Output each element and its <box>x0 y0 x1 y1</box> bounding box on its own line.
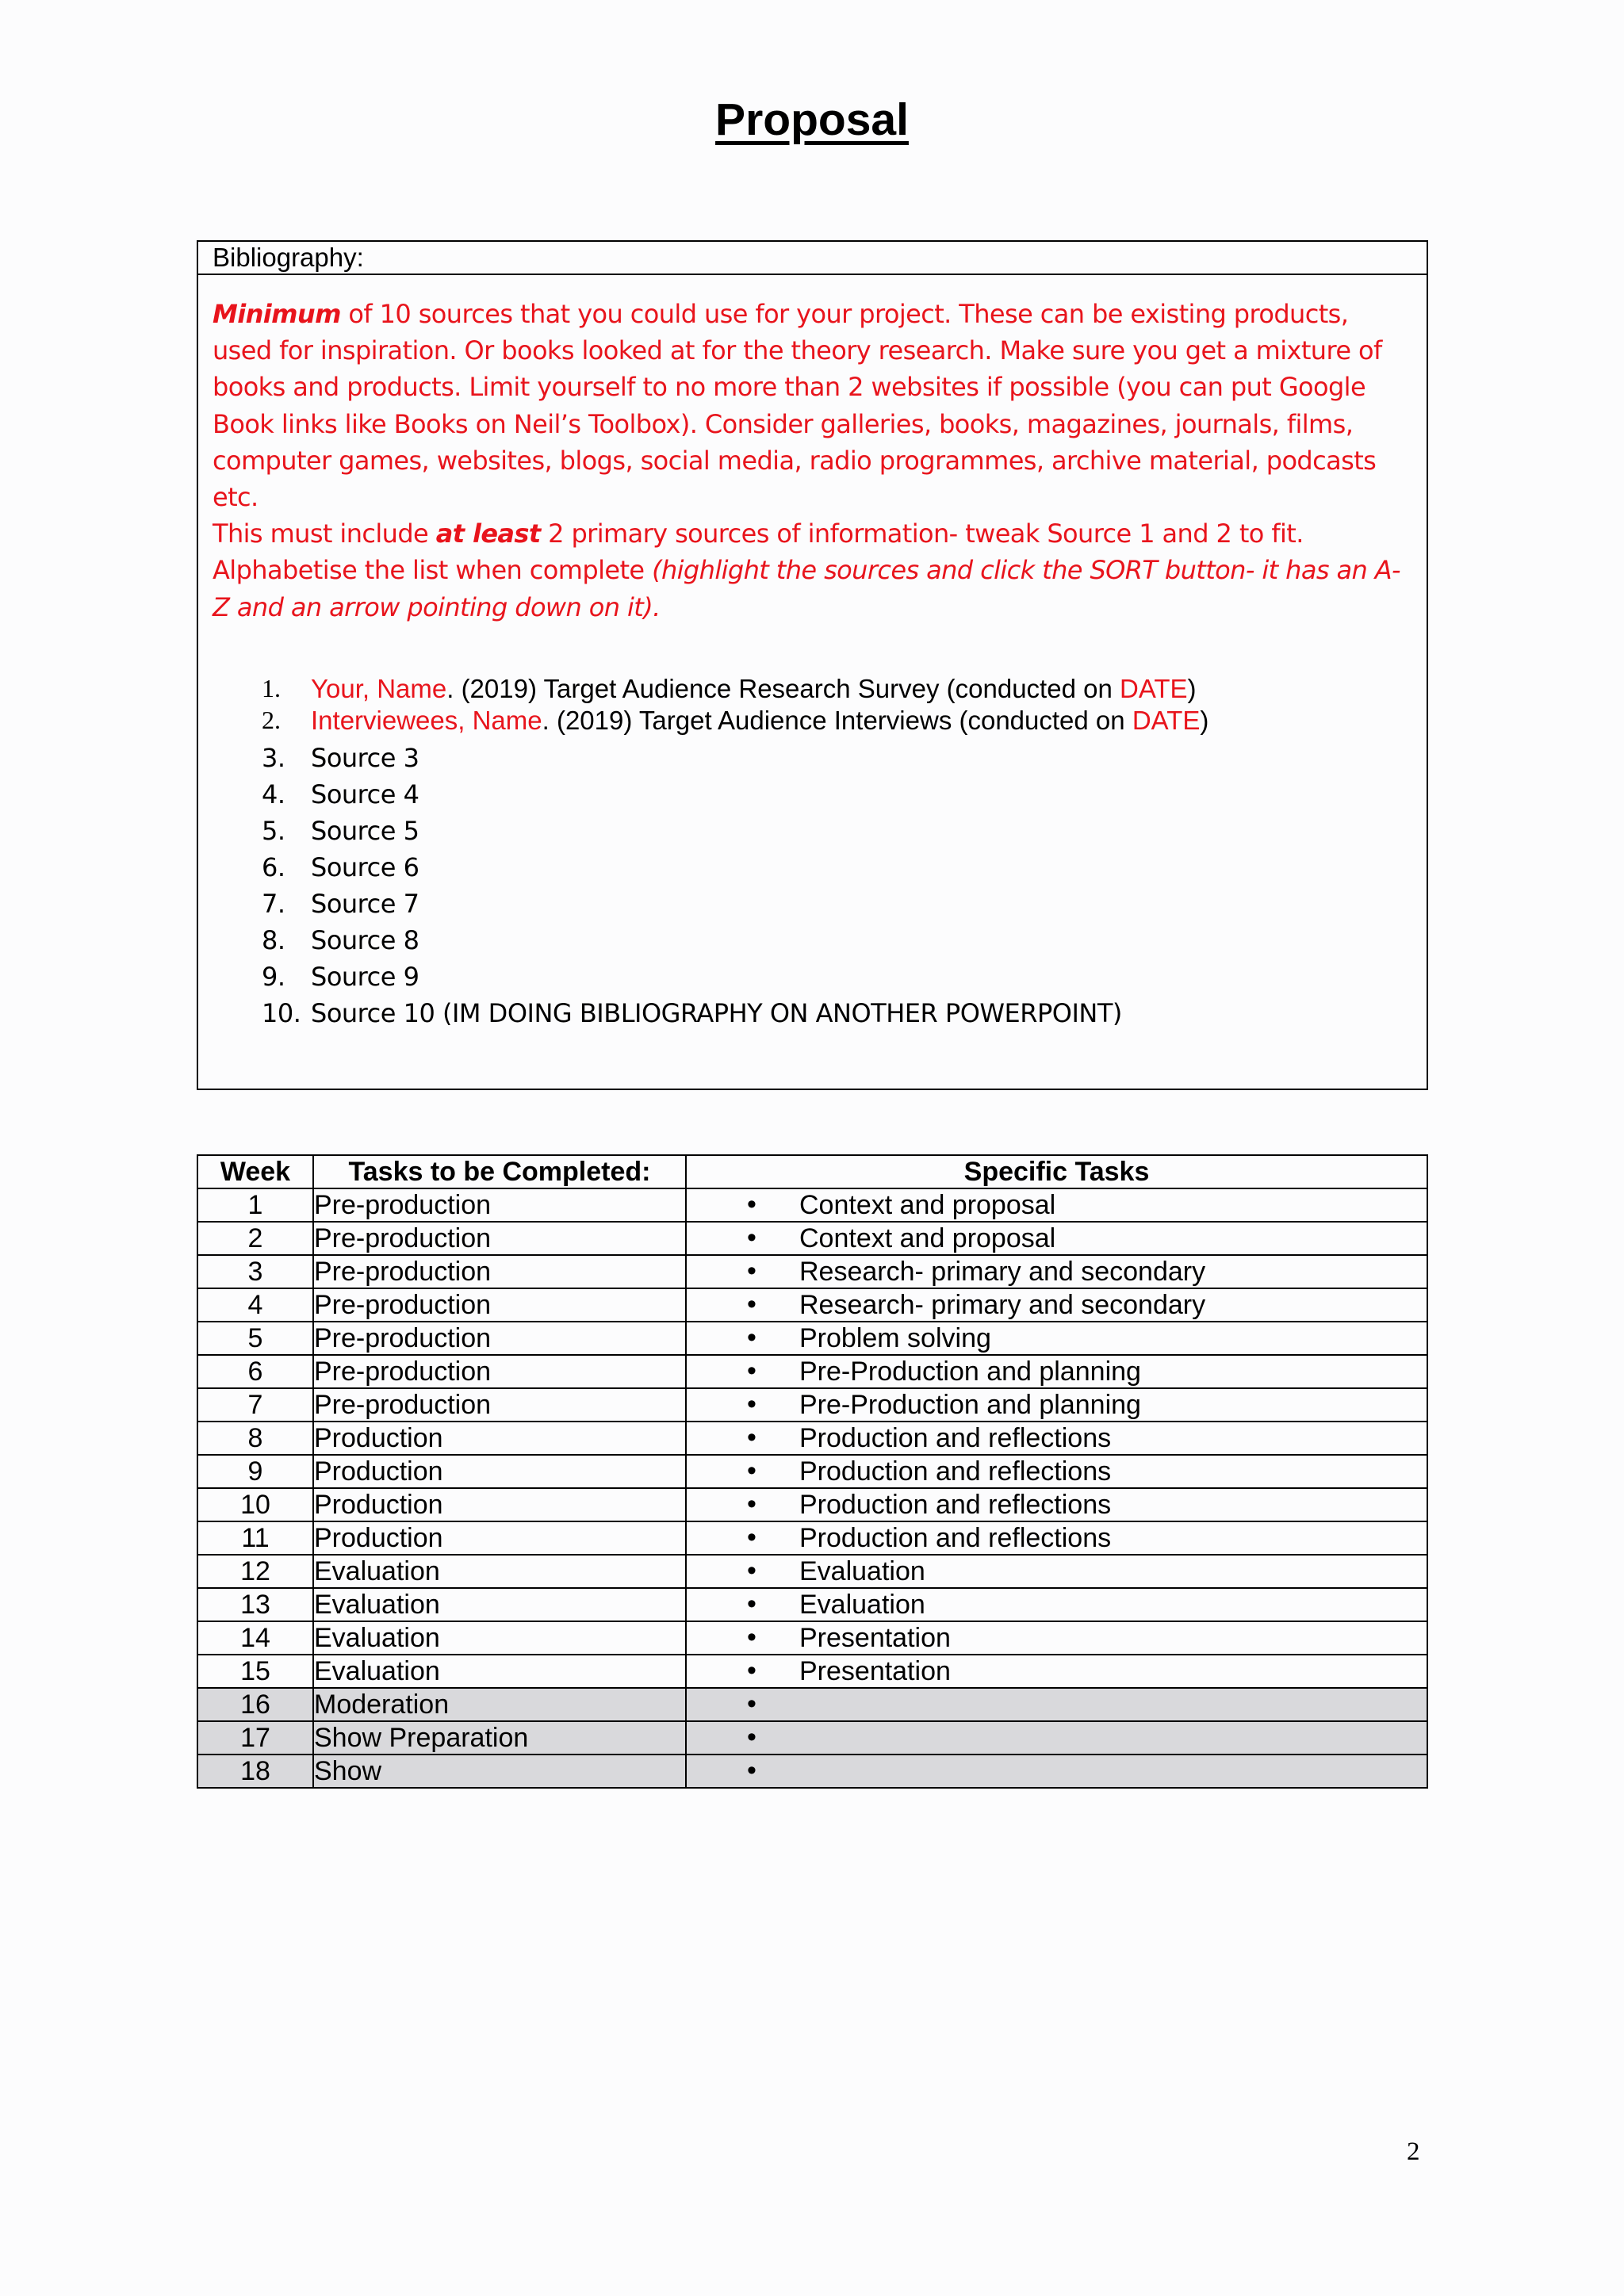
task-cell: Production <box>313 1521 686 1555</box>
table-row <box>197 1655 1427 1688</box>
source-text: Source 7 <box>311 889 419 919</box>
task-cell: Evaluation <box>313 1621 686 1655</box>
source-number: 10. <box>262 998 301 1028</box>
task-cell: Pre-production <box>313 1222 686 1255</box>
instructions-p2-text-a: This must include <box>213 519 436 549</box>
source-end: ) <box>1187 674 1197 703</box>
table-row <box>197 1488 1427 1521</box>
specific-task-cell <box>686 1455 1427 1488</box>
week-cell: 9 <box>197 1455 313 1488</box>
week-cell: 14 <box>197 1621 313 1655</box>
specific-task-text: Context and proposal <box>799 1223 1056 1253</box>
task-cell: Pre-production <box>313 1388 686 1422</box>
table-row <box>197 1355 1427 1388</box>
table-row <box>197 1621 1427 1655</box>
source-number: 1. <box>262 674 281 702</box>
source-date: DATE <box>1132 706 1201 735</box>
specific-task-cell <box>686 1388 1427 1422</box>
table-row <box>197 1422 1427 1455</box>
specific-task-text: Presentation <box>799 1623 951 1653</box>
source-text <box>311 706 1208 736</box>
specific-task-cell <box>686 1222 1427 1255</box>
source-number: 8. <box>262 925 285 955</box>
specific-task-cell <box>686 1721 1427 1755</box>
schedule-table <box>197 1154 1428 1789</box>
specific-task-cell <box>686 1655 1427 1688</box>
bullet-icon: • <box>747 1489 756 1519</box>
week-cell: 5 <box>197 1322 313 1355</box>
specific-task-text: Production and reflections <box>799 1423 1112 1453</box>
task-cell: Production <box>313 1422 686 1455</box>
source-number: 9. <box>262 962 285 992</box>
table-row <box>197 1222 1427 1255</box>
bullet-icon: • <box>747 1722 756 1752</box>
source-number: 6. <box>262 852 285 882</box>
source-number: 3. <box>262 743 285 773</box>
specific-task-text: Evaluation <box>799 1590 925 1620</box>
specific-task-text: Pre-Production and planning <box>799 1357 1141 1387</box>
week-cell: 13 <box>197 1588 313 1621</box>
week-cell: 8 <box>197 1422 313 1455</box>
source-author: Your, Name <box>311 674 447 703</box>
bullet-icon: • <box>747 1256 756 1286</box>
table-row <box>197 1388 1427 1422</box>
task-cell: Production <box>313 1488 686 1521</box>
specific-task-text: Production and reflections <box>799 1490 1112 1520</box>
bullet-icon: • <box>747 1622 756 1652</box>
task-cell: Pre-production <box>313 1355 686 1388</box>
instructions-p3-italic: (highlight the sources and click the SORT button- it has an A-Z and an arrow pointing down on it). <box>213 555 1401 622</box>
source-number: 4. <box>262 779 285 809</box>
week-cell: 18 <box>197 1755 313 1788</box>
specific-task-text: Context and proposal <box>799 1190 1056 1220</box>
bullet-icon: • <box>747 1522 756 1552</box>
bibliography-instructions <box>198 275 1427 626</box>
week-cell: 11 <box>197 1521 313 1555</box>
specific-task-text: Problem solving <box>799 1323 991 1353</box>
page-number: 2 <box>1407 2137 1420 2166</box>
bullet-icon: • <box>747 1289 756 1319</box>
source-author: Interviewees, Name <box>311 706 542 735</box>
specific-task-cell <box>686 1422 1427 1455</box>
bullet-icon: • <box>747 1389 756 1419</box>
specific-task-text: Production and reflections <box>799 1523 1112 1553</box>
source-title: . (2019) Target Audience Interviews (conducted on <box>542 706 1132 735</box>
header-tasks: Tasks to be Completed: <box>313 1155 686 1188</box>
bullet-icon: • <box>747 1189 756 1219</box>
bullet-icon: • <box>747 1589 756 1619</box>
source-text: Source 10 (IM DOING BIBLIOGRAPHY ON ANOTHER POWERPOINT) <box>311 998 1122 1028</box>
instructions-p2-text-b: 2 primary sources of information- tweak Source 1 and 2 to fit. <box>540 519 1304 549</box>
specific-task-cell <box>686 1322 1427 1355</box>
source-title: . (2019) Target Audience Research Survey (conducted on <box>446 674 1120 703</box>
week-cell: 15 <box>197 1655 313 1688</box>
instructions-at-least: at least <box>435 519 541 549</box>
table-row <box>197 1288 1427 1322</box>
task-cell: Evaluation <box>313 1655 686 1688</box>
week-cell: 1 <box>197 1188 313 1222</box>
instructions-paragraph-1 <box>213 296 1412 515</box>
table-row <box>197 1721 1427 1755</box>
week-cell: 16 <box>197 1688 313 1721</box>
week-cell: 4 <box>197 1288 313 1322</box>
specific-task-text: Production and reflections <box>799 1456 1112 1487</box>
week-cell: 12 <box>197 1555 313 1588</box>
specific-task-cell <box>686 1521 1427 1555</box>
specific-task-cell <box>686 1188 1427 1222</box>
bibliography-box <box>197 240 1428 1090</box>
task-cell: Evaluation <box>313 1588 686 1621</box>
source-end: ) <box>1200 706 1209 735</box>
specific-task-text: Research- primary and secondary <box>799 1290 1206 1320</box>
source-number: 7. <box>262 889 285 919</box>
source-text: Source 8 <box>311 925 419 955</box>
task-cell: Show Preparation <box>313 1721 686 1755</box>
week-cell: 10 <box>197 1488 313 1521</box>
specific-task-cell <box>686 1488 1427 1521</box>
bullet-icon: • <box>747 1223 756 1253</box>
table-row <box>197 1588 1427 1621</box>
specific-task-cell <box>686 1555 1427 1588</box>
source-text <box>311 674 1197 704</box>
specific-task-cell <box>686 1588 1427 1621</box>
specific-task-text: Pre-Production and planning <box>799 1390 1141 1420</box>
bullet-icon: • <box>747 1556 756 1586</box>
table-row <box>197 1555 1427 1588</box>
task-cell: Evaluation <box>313 1555 686 1588</box>
task-cell: Show <box>313 1755 686 1788</box>
week-cell: 17 <box>197 1721 313 1755</box>
bullet-icon: • <box>747 1356 756 1386</box>
specific-task-cell <box>686 1688 1427 1721</box>
table-row <box>197 1755 1427 1788</box>
specific-task-cell <box>686 1621 1427 1655</box>
specific-task-cell <box>686 1255 1427 1288</box>
schedule-header-row <box>197 1155 1427 1188</box>
table-row <box>197 1455 1427 1488</box>
table-row <box>197 1255 1427 1288</box>
header-specific: Specific Tasks <box>686 1155 1427 1188</box>
bibliography-header: Bibliography: <box>198 242 1427 275</box>
task-cell: Pre-production <box>313 1255 686 1288</box>
specific-task-text: Presentation <box>799 1656 951 1686</box>
instructions-p3-text-a: Alphabetise the list when complete <box>213 555 653 586</box>
week-cell: 2 <box>197 1222 313 1255</box>
source-text: Source 3 <box>311 743 419 773</box>
instructions-paragraph-3 <box>213 552 1412 625</box>
instructions-minimum: Minimum <box>213 299 341 329</box>
task-cell: Pre-production <box>313 1322 686 1355</box>
table-row <box>197 1688 1427 1721</box>
week-cell: 6 <box>197 1355 313 1388</box>
bullet-icon: • <box>747 1655 756 1686</box>
week-cell: 7 <box>197 1388 313 1422</box>
source-date: DATE <box>1119 674 1188 703</box>
header-week: Week <box>197 1155 313 1188</box>
bullet-icon: • <box>747 1689 756 1719</box>
source-number: 5. <box>262 816 285 846</box>
bullet-icon: • <box>747 1456 756 1486</box>
bullet-icon: • <box>747 1422 756 1452</box>
source-text: Source 5 <box>311 816 419 846</box>
task-cell: Pre-production <box>313 1288 686 1322</box>
specific-task-cell <box>686 1355 1427 1388</box>
week-cell: 3 <box>197 1255 313 1288</box>
source-text: Source 9 <box>311 962 419 992</box>
bullet-icon: • <box>747 1322 756 1353</box>
task-cell: Pre-production <box>313 1188 686 1222</box>
bullet-icon: • <box>747 1755 756 1785</box>
table-row <box>197 1322 1427 1355</box>
task-cell: Moderation <box>313 1688 686 1721</box>
table-row <box>197 1521 1427 1555</box>
specific-task-text: Research- primary and secondary <box>799 1257 1206 1287</box>
specific-task-text: Evaluation <box>799 1556 925 1586</box>
page-title: Proposal <box>715 94 909 145</box>
instructions-paragraph-2 <box>213 515 1412 552</box>
table-row <box>197 1188 1427 1222</box>
specific-task-cell <box>686 1288 1427 1322</box>
instructions-p1-text: of 10 sources that you could use for your project. These can be existing products, used for inspiration. Or books looked at for the theory research. Make sure you get a mixture of books and products. Limit yourself to no more than 2 websites if possible (you can put Google Book links like Books on Neil’s Toolbox). Consider galleries, books, magazines, journals, films, computer games, websites, blogs, social media, radio programmes, archive material, podcasts etc. <box>213 299 1382 513</box>
source-text: Source 4 <box>311 779 419 809</box>
task-cell: Production <box>313 1455 686 1488</box>
specific-task-cell <box>686 1755 1427 1788</box>
source-text: Source 6 <box>311 852 419 882</box>
source-number: 2. <box>262 706 281 734</box>
